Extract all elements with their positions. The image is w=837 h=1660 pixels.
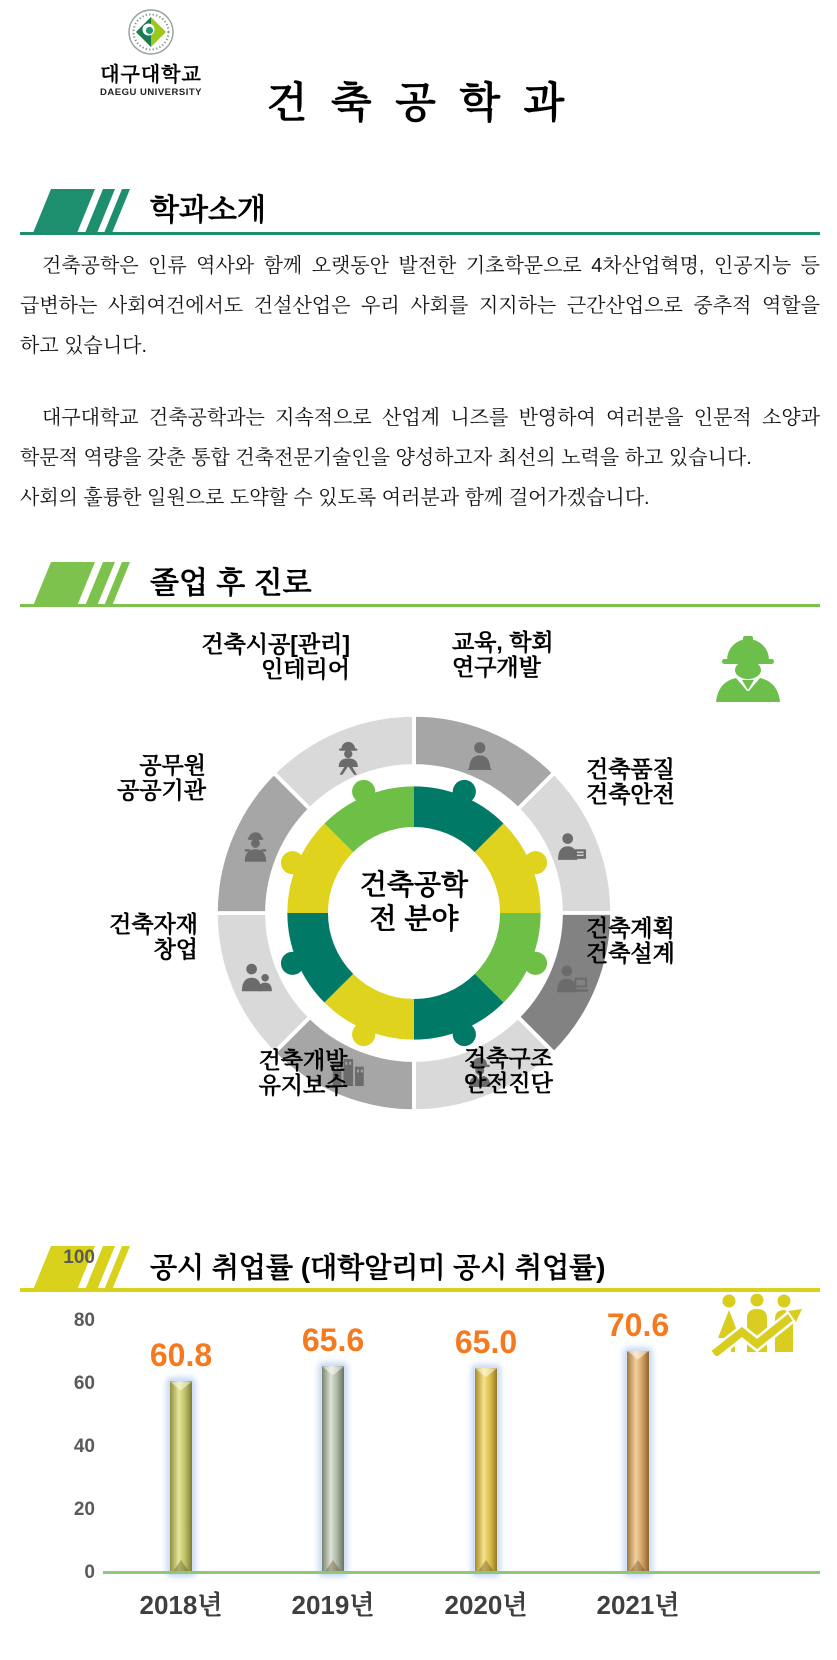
y-tick-40: 40: [73, 1436, 95, 1457]
bar-2020: [475, 1368, 497, 1573]
y-tick-0: 0: [84, 1562, 95, 1583]
y-tick-80: 80: [73, 1310, 95, 1331]
y-tick-100: 100: [63, 1247, 95, 1268]
intro-paragraph-2: 대구대학교 건축공학과는 지속적으로 산업계 니즈를 반영하여 여러분을 인문적 소양과 학문적 역량을 갖춘 통합 건축전문기술인을 양성하고자 최선의 노력을 하고 있습니다.: [20, 407, 820, 469]
y-tick-60: 60: [73, 1373, 95, 1394]
employment-section-title: 공시 취업률 (대학알리미 공시 취업률): [150, 1252, 606, 1283]
career-section-title: 졸업 후 진로: [150, 567, 312, 600]
employment-bar-chart: [105, 1258, 820, 1620]
x-label-2020: 2020년: [444, 1590, 528, 1620]
bar-value-2018: 60.8: [149, 1337, 213, 1374]
chart-baseline: [103, 1571, 820, 1574]
career-label-development: 건축개발 유지보수: [258, 1047, 348, 1098]
intro-section-badge-icon: [33, 189, 137, 233]
bar-2018: [170, 1381, 192, 1573]
donut-center-label: 건축공학 전 분야: [359, 869, 469, 934]
intro-underline: [20, 232, 820, 235]
intro-section-title: 학과소개: [150, 194, 266, 227]
x-label-2018: 2018년: [139, 1590, 223, 1620]
career-label-structure: 건축구조 안전진단: [464, 1045, 553, 1096]
career-label-education: 교육, 학회 연구개발: [452, 629, 554, 680]
construction-worker-icon: [712, 634, 784, 702]
career-label-construction: 건축시공[관리] 인테리어: [201, 631, 350, 682]
page-title: 건 축 공 학 과: [266, 79, 571, 126]
bar-value-2021: 70.6: [606, 1306, 670, 1343]
bar-2019: [322, 1366, 344, 1573]
career-label-quality: 건축품질 건축안전: [586, 756, 675, 807]
career-underline: [20, 604, 820, 607]
logo-subtitle: DAEGU UNIVERSITY: [100, 87, 202, 98]
career-label-public: 공무원 공공기관: [117, 752, 206, 803]
career-label-design: 건축계획 건축설계: [586, 915, 675, 966]
career-label-materials: 건축자재 창업: [109, 911, 198, 962]
logo-title: 대구대학교: [100, 64, 202, 86]
bar-value-2019: 65.6: [301, 1322, 365, 1359]
x-label-2021: 2021년: [596, 1590, 680, 1620]
bar-value-2020: 65.0: [454, 1324, 518, 1361]
bar-2021: [627, 1351, 649, 1573]
y-tick-20: 20: [73, 1499, 95, 1520]
intro-paragraph-1: 건축공학은 인류 역사와 함께 오랫동안 발전한 기초학문으로 4차산업혁명, 인공지능 등 급변하는 사회여건에서도 건설산업은 우리 사회를 지지하는 근간산업으로 중추적 역할을 하고 있습니다.: [20, 255, 820, 357]
career-section-badge-icon: [33, 562, 137, 606]
intro-paragraph-3: 사회의 훌륭한 일원으로 도약할 수 있도록 여러분과 함께 걸어가겠습니다.: [20, 487, 650, 509]
university-seal-icon: [127, 8, 175, 56]
x-label-2019: 2019년: [291, 1590, 375, 1620]
